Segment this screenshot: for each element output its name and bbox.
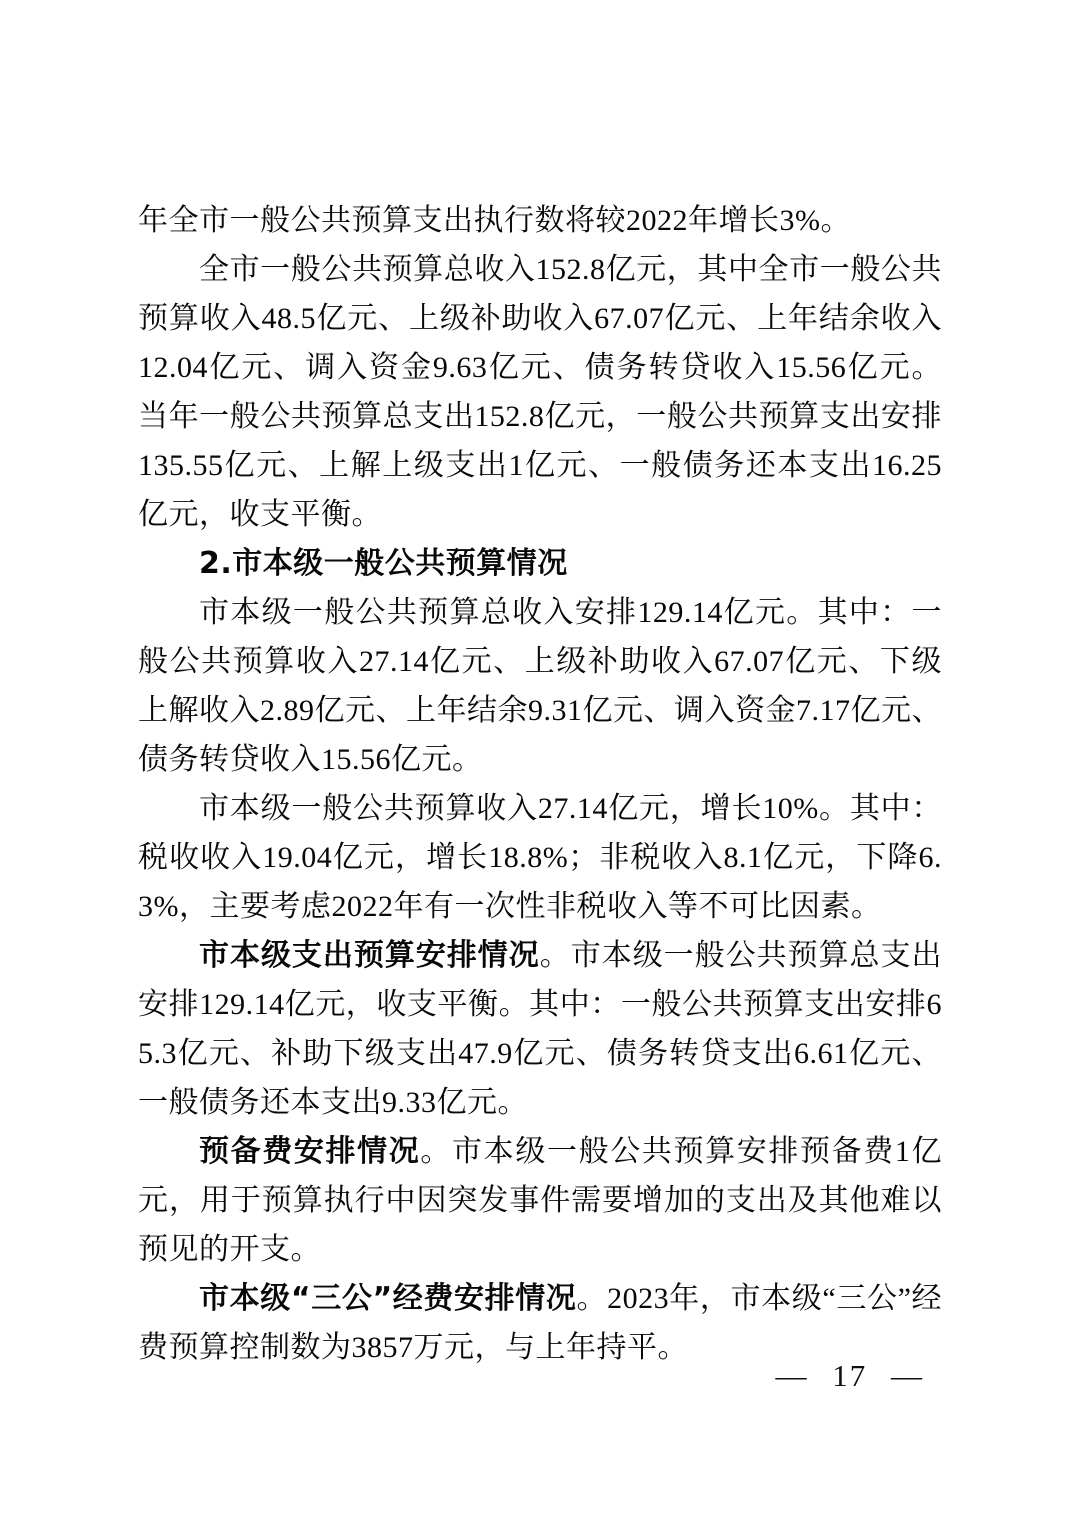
page-body-text: [138, 196, 942, 1372]
expenditure-body-text: 。市本级一般公共预算总支出安排129.14亿元，收支平衡。其中：一般公共预算支出安排65.3亿元、补助下级支出47.9亿元、债务转贷支出6.61亿元、一般债务还本支出9.33亿元。: [138, 939, 943, 1119]
expenditure-lead-label: 市本级支出预算安排情况: [199, 938, 540, 973]
section-heading-municipal-budget: 2.市本级一般公共预算情况: [199, 546, 568, 581]
three-public-lead-label: 市本级“三公”经费安排情况: [199, 1281, 577, 1316]
paragraph-citywide-growth: 年全市一般公共预算支出执行数将较2022年增长3%。: [138, 204, 851, 237]
page-number: — 17 —: [775, 1358, 924, 1393]
reserve-fund-lead-label: 预备费安排情况: [199, 1134, 421, 1169]
paragraph-reserve-fund: [138, 1127, 942, 1274]
reserve-fund-body-text: 。市本级一般公共预算安排预备费1亿元，用于预算执行中因突发事件需要增加的支出及其他难以预见的开支。: [138, 1135, 943, 1266]
paragraph-citywide-budget-totals: 全市一般公共预算总收入152.8亿元，其中全市一般公共预算收入48.5亿元、上级补助收入67.07亿元、上年结余收入12.04亿元、调入资金9.63亿元、债务转贷收入15.56亿元。当年一般公共预算总支出152.8亿元，一般公共预算支出安排135.55亿元、上解上级支出1亿元、一般债务还本支出16.25亿元，收支平衡。: [138, 253, 942, 531]
three-public-body-text: 。2023年，市本级“三公”经费预算控制数为3857万元，与上年持平。: [138, 1282, 943, 1364]
paragraph-municipal-total-revenue: 市本级一般公共预算总收入安排129.14亿元。其中：一般公共预算收入27.14亿元、上级补助收入67.07亿元、下级上解收入2.89亿元、上年结余9.31亿元、调入资金7.17亿元、债务转贷收入15.56亿元。: [138, 596, 942, 776]
paragraph-municipal-revenue-growth: 市本级一般公共预算收入27.14亿元，增长10%。其中：税收收入19.04亿元，增长18.8%；非税收入8.1亿元，下降6.3%，主要考虑2022年有一次性非税收入等不可比因素。: [138, 792, 942, 923]
paragraph-municipal-expenditure: [138, 931, 942, 1127]
